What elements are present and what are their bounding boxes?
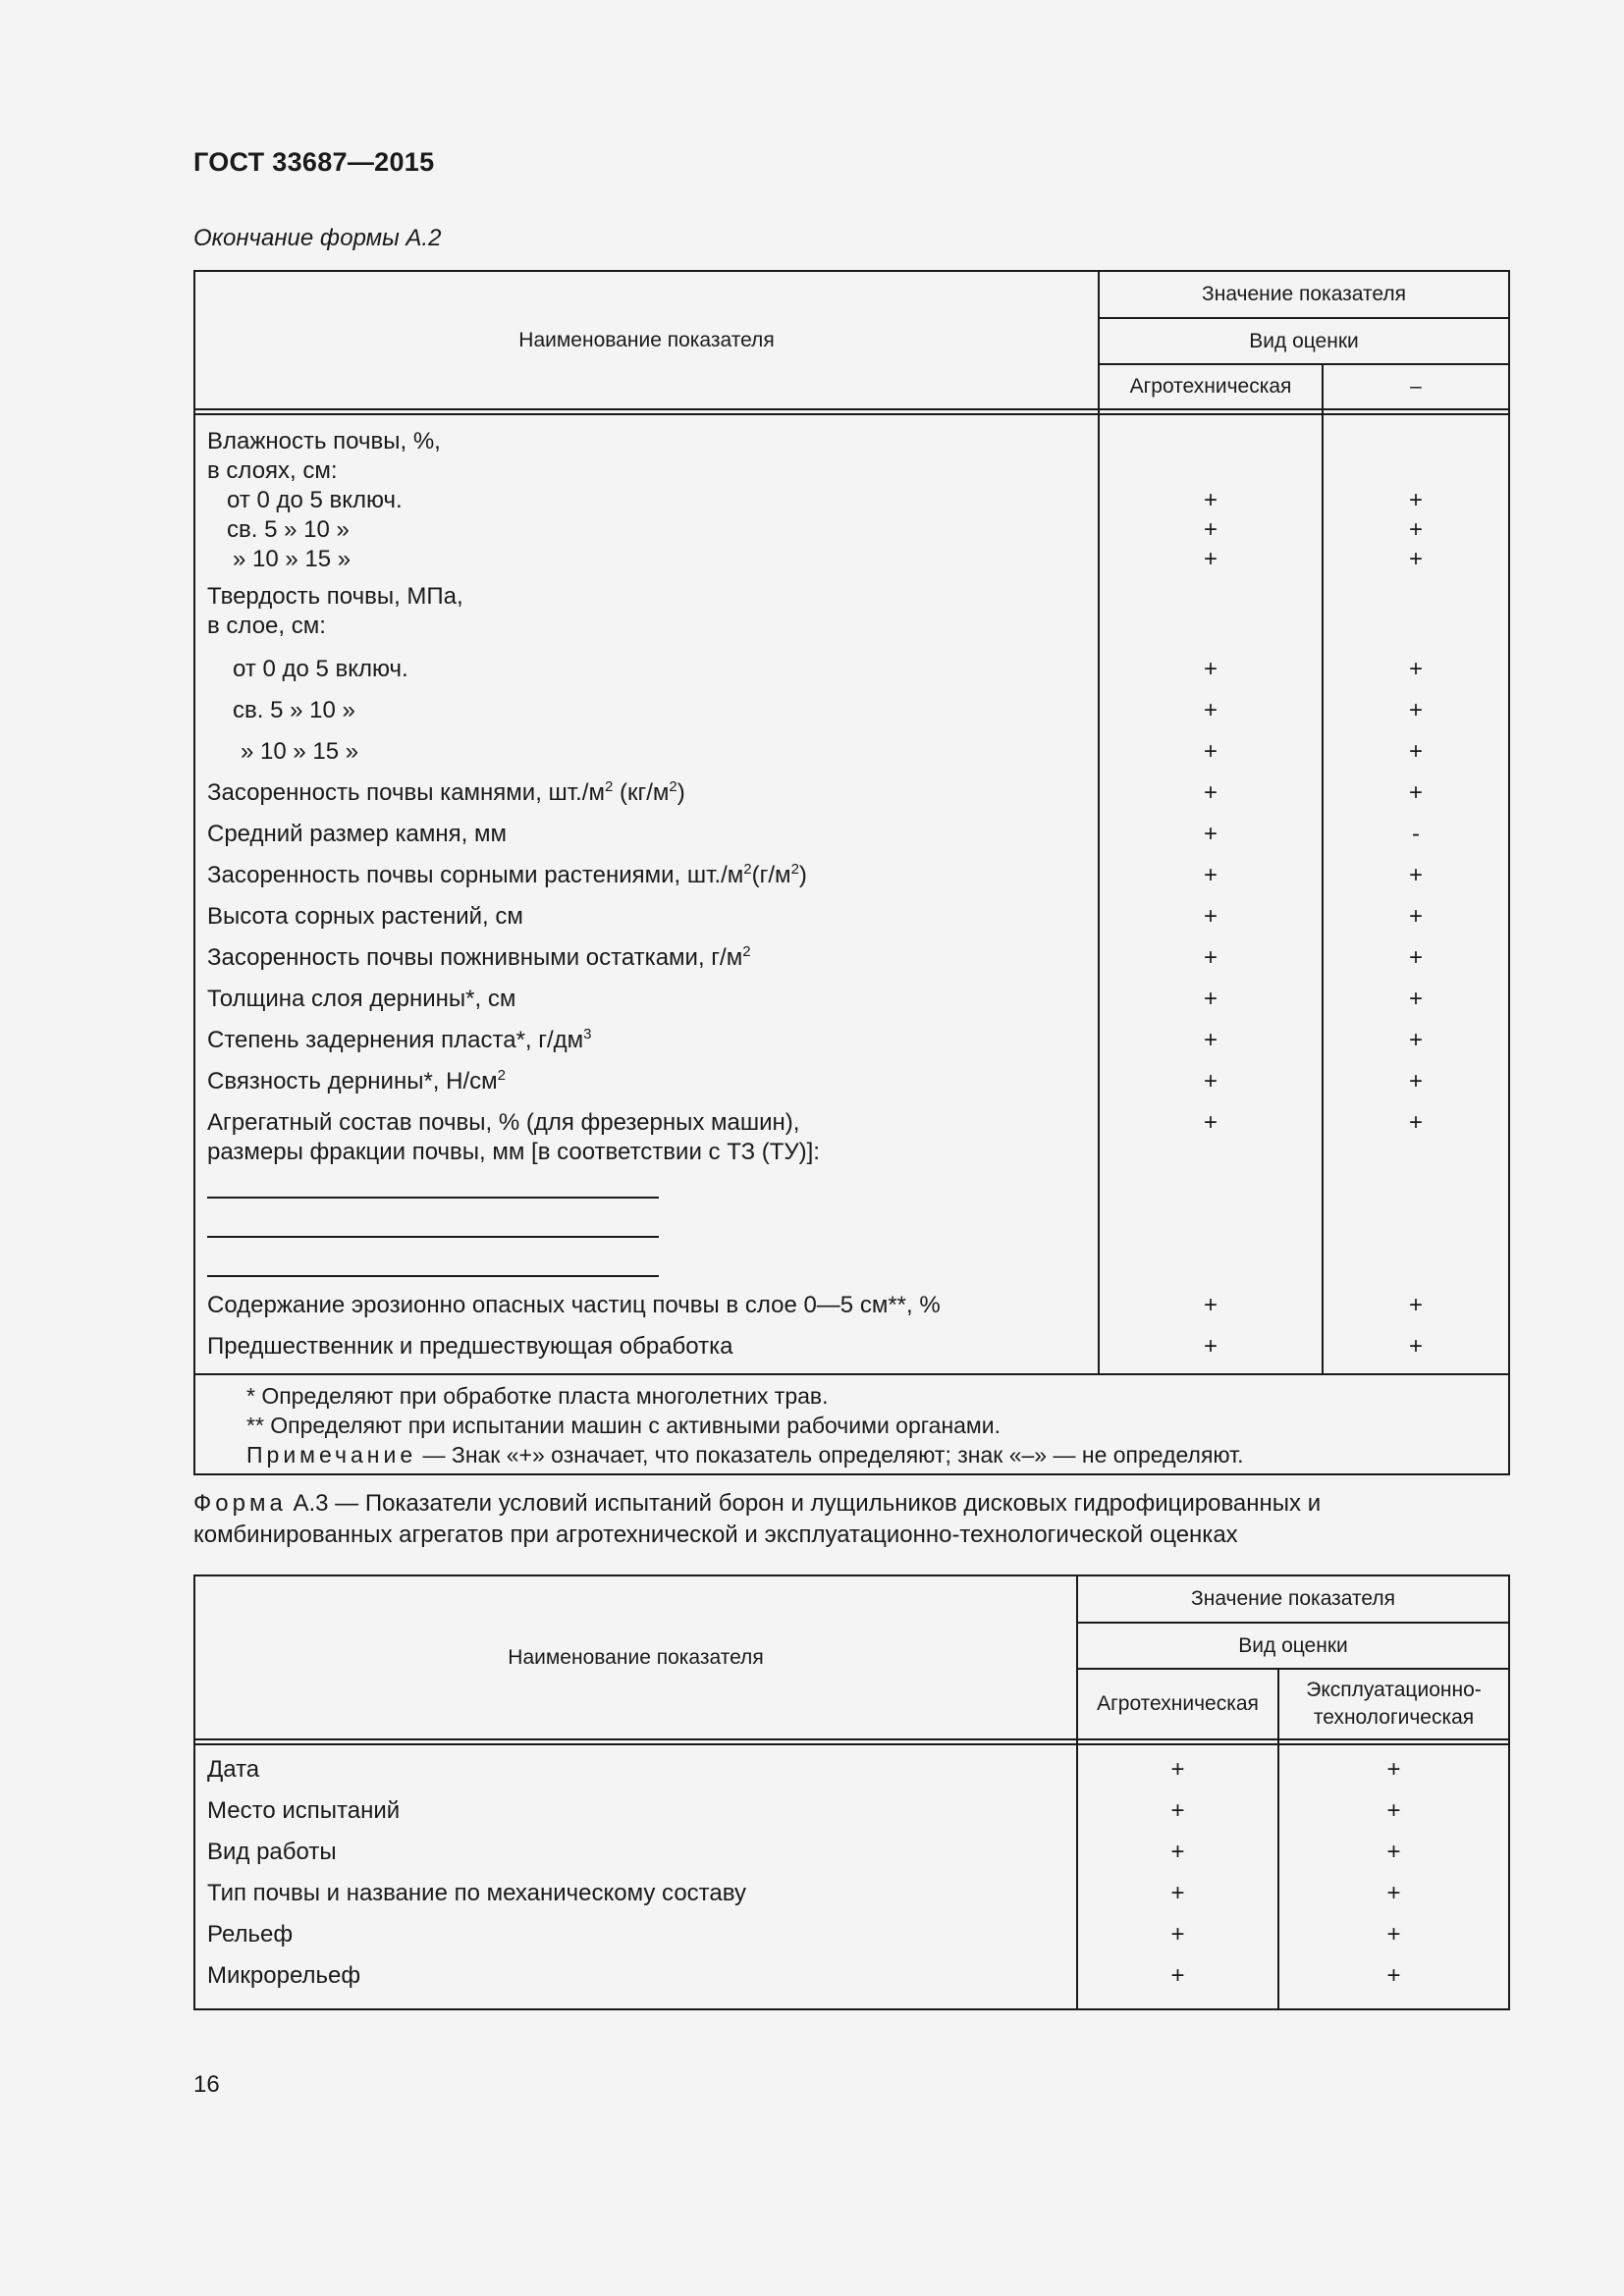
- table-row: » 10 » 15 »: [241, 738, 359, 765]
- table-row: Предшественник и предшествующая обработка: [207, 1333, 733, 1360]
- table-row: » 10 » 15 »: [233, 546, 352, 572]
- mark: +: [1409, 1109, 1424, 1136]
- mark: -: [1412, 821, 1420, 847]
- operational-values-column: [1278, 1744, 1509, 2009]
- mark: +: [1409, 1068, 1424, 1095]
- mark: +: [1409, 1027, 1424, 1053]
- mark: +: [1203, 697, 1218, 723]
- table-row: св. 5 » 10 »: [233, 697, 355, 723]
- table-row: размеры фракции почвы, мм [в соответствии с ТЗ (ТУ)]:: [207, 1139, 820, 1165]
- table-row: Степень задернения пласта*, $г/дм^3$: [207, 1026, 592, 1053]
- mark: +: [1203, 1109, 1218, 1136]
- header-eval-group: Вид оценки: [1099, 318, 1509, 364]
- mark: +: [1203, 862, 1218, 888]
- note-text: — Знак «+» означает, что показатель определяют; знак «–» — не определяют.: [416, 1442, 1244, 1468]
- fraction-blank-line: [207, 1246, 1098, 1285]
- indicators-table-a3: [193, 1575, 1510, 2010]
- table-row: Рельеф: [207, 1921, 294, 1948]
- indicators-table-a2: [193, 270, 1510, 1475]
- mark: +: [1203, 1068, 1218, 1095]
- mark: +: [1203, 903, 1218, 930]
- table-row: Толщина слоя дернины*, см: [207, 986, 516, 1012]
- header-name-column: Наименование показателя: [194, 1575, 1077, 1739]
- mark: +: [1203, 487, 1218, 513]
- mark: +: [1409, 944, 1424, 971]
- mark: +: [1409, 546, 1424, 572]
- mark: +: [1203, 546, 1218, 572]
- header-value-group: Значение показателя: [1077, 1575, 1509, 1623]
- header-eval-group: Вид оценки: [1077, 1623, 1509, 1669]
- mark: +: [1409, 903, 1424, 930]
- mark: +: [1386, 1797, 1401, 1824]
- table-row: Тип почвы и название по механическому составу: [207, 1880, 746, 1906]
- form-a3-title: [193, 1488, 1508, 1551]
- table-row: Высота сорных растений, см: [207, 903, 523, 930]
- header-name-column: Наименование показателя: [194, 271, 1099, 409]
- agrotech-values-column: [1077, 1744, 1278, 2009]
- table-row: Место испытаний: [207, 1797, 401, 1824]
- mark: +: [1203, 1027, 1218, 1053]
- mark: +: [1409, 738, 1424, 765]
- header-agrotech: Агротехническая: [1077, 1669, 1278, 1739]
- fraction-blank-line: [207, 1206, 1098, 1246]
- table-row: св. 5 » 10 »: [227, 516, 350, 543]
- mark: +: [1203, 1333, 1218, 1360]
- mark: +: [1170, 1839, 1185, 1865]
- mark: +: [1409, 656, 1424, 682]
- mark: +: [1203, 738, 1218, 765]
- mark: +: [1203, 1292, 1218, 1318]
- mark: +: [1203, 821, 1218, 847]
- table-row: от 0 до 5 включ.: [233, 656, 408, 682]
- mark: +: [1170, 1756, 1185, 1783]
- note-label: Примечание: [246, 1442, 417, 1468]
- mark: +: [1409, 1333, 1424, 1360]
- table-row: Твердость почвы, МПа,: [207, 583, 463, 610]
- mark: +: [1203, 516, 1218, 543]
- table-row: Содержание эрозионно опасных частиц почвы в слое 0—5 см**, %: [207, 1292, 941, 1318]
- mark: +: [1170, 1921, 1185, 1948]
- table-row: в слоях, см:: [207, 457, 338, 484]
- table-row: от 0 до 5 включ.: [227, 487, 403, 513]
- page-number: 16: [193, 2071, 220, 2098]
- indicator-names-column: [194, 414, 1099, 1374]
- mark: +: [1170, 1962, 1185, 1989]
- header-operational: Эксплуатационно- технологическая: [1278, 1669, 1509, 1739]
- header-dash: –: [1323, 364, 1509, 409]
- table-row: Дата: [207, 1756, 260, 1783]
- table-row: Агрегатный состав почвы, % (для фрезерных машин),: [207, 1109, 800, 1136]
- table-row: Засоренность почвы пожнивными остатками, $г/м^2$: [207, 943, 751, 971]
- agrotech-values-column: [1099, 414, 1323, 1374]
- mark: +: [1386, 1921, 1401, 1948]
- header-value-group: Значение показателя: [1099, 271, 1509, 318]
- table-row: Микрорельеф: [207, 1962, 361, 1989]
- mark: +: [1203, 779, 1218, 806]
- mark: +: [1386, 1756, 1401, 1783]
- document-header: ГОСТ 33687—2015: [193, 147, 435, 177]
- table-row: Засоренность почвы камнями, $шт./м^2$ $(кг/м^2)$: [207, 778, 685, 806]
- mark: +: [1203, 656, 1218, 682]
- mark: +: [1203, 944, 1218, 971]
- table-row: Засоренность почвы сорными растениями, $шт./м^2(г/м^2)$: [207, 861, 807, 888]
- mark: +: [1170, 1880, 1185, 1906]
- table-row: Вид работы: [207, 1839, 337, 1865]
- footnote-2: ** Определяют при испытании машин с активными рабочими органами.: [246, 1413, 1001, 1438]
- mark: +: [1409, 779, 1424, 806]
- mark: +: [1386, 1880, 1401, 1906]
- mark: +: [1409, 986, 1424, 1012]
- table-row: Связность дернины*, $Н/см^2$: [207, 1067, 506, 1095]
- fraction-blank-line: [207, 1167, 1098, 1206]
- form-title-text: А.3 — Показатели условий испытаний борон и лущильников дисковых гидрофицированных и комбинированных агрегатов при агротехнической и эксплуатационно-технологической оценках: [193, 1490, 1322, 1548]
- mark: +: [1409, 516, 1424, 543]
- table-notes: [194, 1374, 1509, 1474]
- mark: +: [1409, 487, 1424, 513]
- note: [246, 1440, 1508, 1469]
- table-row: в слое, см:: [207, 613, 326, 639]
- footnote-1: * Определяют при обработке пласта многолетних трав.: [246, 1383, 829, 1409]
- mark: +: [1170, 1797, 1185, 1824]
- table-row: Средний размер камня, мм: [207, 821, 507, 847]
- header-agrotech: Агротехническая: [1099, 364, 1323, 409]
- form-label: Форма: [193, 1490, 287, 1517]
- mark: +: [1409, 1292, 1424, 1318]
- mark: +: [1409, 862, 1424, 888]
- table-caption: Окончание формы А.2: [193, 225, 442, 251]
- table-row: Влажность почвы, %,: [207, 428, 441, 454]
- mark: +: [1386, 1839, 1401, 1865]
- mark: +: [1203, 986, 1218, 1012]
- indicator-names-column: [194, 1744, 1077, 2009]
- mark: +: [1386, 1962, 1401, 1989]
- mark: +: [1409, 697, 1424, 723]
- second-values-column: [1323, 414, 1509, 1374]
